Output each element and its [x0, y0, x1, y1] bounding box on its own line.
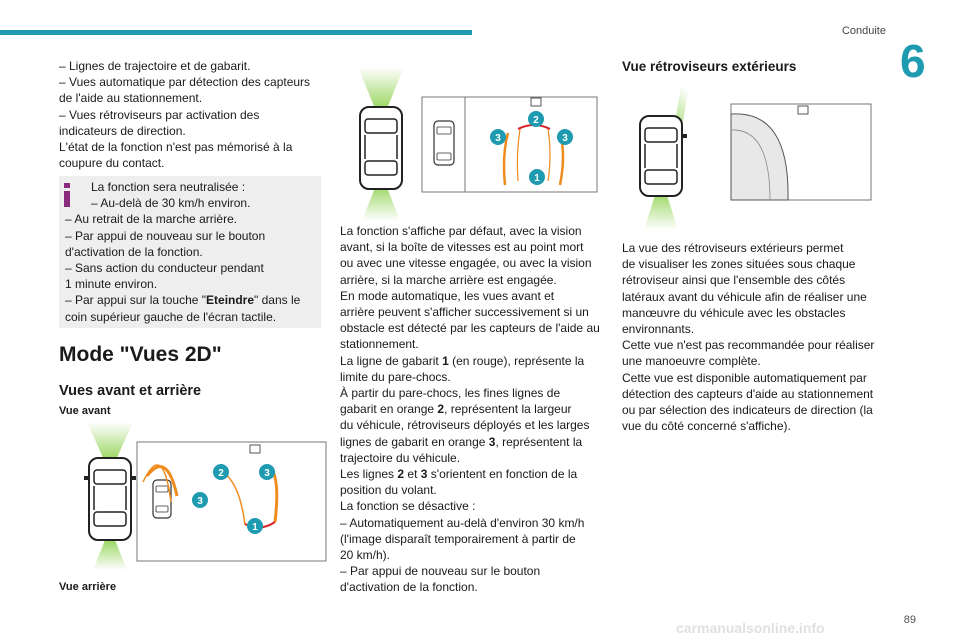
- mirror-view-diagram: [620, 80, 878, 230]
- text-line: [340, 401, 606, 417]
- eteindre-key: Eteindre: [206, 293, 255, 308]
- camera-marker-icon: [250, 445, 260, 453]
- text-line: de visualiser les zones situées sous chaque: [622, 257, 856, 272]
- rear-view-diagram: [340, 65, 602, 223]
- text-line: d'activation de la fonction.: [340, 580, 478, 595]
- car-top-icon: [640, 116, 687, 196]
- camera-marker-icon: [798, 106, 808, 114]
- text-line: trajectoire du véhicule.: [340, 450, 461, 465]
- info-line: – Par appui de nouveau sur le bouton: [65, 228, 266, 243]
- text-line: À partir du pare-chocs, les fines lignes de: [340, 386, 561, 401]
- watermark: carmanualsonline.info: [676, 620, 825, 636]
- callout-1-label: 1: [534, 173, 540, 184]
- text-line: – Vues automatique par détection des capteurs: [59, 75, 311, 90]
- text-line: – Automatiquement au-delà d'environ 30 km/h: [340, 515, 585, 530]
- heading-mirror-view: Vue rétroviseurs extérieurs: [622, 59, 797, 74]
- callout-3b-label: 3: [197, 496, 203, 507]
- heading-mode-2d: Mode "Vues 2D": [59, 343, 222, 366]
- text-line: limite du pare-chocs.: [340, 369, 451, 384]
- callout-2-label: 2: [533, 115, 539, 126]
- mini-car-icon: [434, 121, 454, 165]
- text-span: gabarit en orange: [340, 402, 438, 417]
- front-camera-zone: [358, 67, 404, 111]
- text-line: ou par sélection des indicateurs de direction (la: [622, 403, 873, 418]
- text-line: stationnement.: [340, 337, 419, 352]
- text-line: Cette vue est disponible automatiquement par: [622, 370, 867, 385]
- text-line: La fonction se désactive :: [340, 499, 476, 514]
- info-line: coin supérieur gauche de l'écran tactile.: [65, 309, 277, 324]
- text-line: Cette vue n'est pas recommandée pour réaliser: [622, 338, 875, 353]
- section-label: Conduite: [841, 25, 886, 37]
- text-line: – Par appui de nouveau sur le bouton: [340, 564, 541, 579]
- text-line: environnants.: [622, 322, 695, 337]
- text-line: [340, 353, 606, 369]
- text-line: La fonction s'affiche par défaut, avec la vision: [340, 224, 582, 238]
- text-line: détection des capteurs d'aide au stationnement: [622, 386, 874, 401]
- text-line: position du volant.: [340, 483, 437, 498]
- rear-camera-zone: [93, 540, 127, 570]
- text-line: indicateurs de direction.: [59, 123, 186, 138]
- text-line: avant, si la boîte de vitesses est au point mort: [340, 240, 584, 255]
- text-line: – Lignes de trajectoire et de gabarit.: [59, 59, 251, 73]
- text-span: , représentent la: [495, 434, 583, 449]
- info-line: [65, 292, 315, 308]
- info-text: " dans le: [254, 293, 301, 308]
- callout-3b-label: 3: [562, 133, 568, 144]
- camera-marker-icon: [531, 98, 541, 106]
- text-span: , représentent la largeur: [444, 402, 572, 417]
- text-line: obstacle est détecté par les capteurs de l'aide au: [340, 321, 600, 336]
- text-line: La vue des rétroviseurs extérieurs permet: [622, 241, 844, 255]
- function-description: [340, 223, 606, 596]
- info-line: La fonction sera neutralisée :: [91, 180, 246, 194]
- ref-number: 2: [437, 402, 445, 417]
- text-line: (l'image disparaît temporairement à partir de: [340, 531, 576, 546]
- text-line: L'état de la fonction n'est pas mémorisé à la: [59, 140, 293, 155]
- callout-3-label: 3: [495, 133, 501, 144]
- text-line: 20 km/h).: [340, 548, 391, 563]
- text-line: coupure du contact.: [59, 156, 165, 171]
- top-accent-bar: [0, 30, 472, 35]
- info-text: – Par appui sur la touche ": [65, 293, 207, 308]
- text-span: et: [404, 467, 421, 482]
- text-span: s'orientent en fonction de la: [427, 467, 578, 482]
- callout-3-label: 3: [264, 468, 270, 479]
- info-line: – Sans action du conducteur pendant: [65, 261, 264, 276]
- chapter-number: 6: [900, 35, 926, 87]
- text-span: La ligne de gabarit: [340, 353, 443, 368]
- mirror-view-description: [622, 240, 878, 434]
- car-top-icon: [360, 107, 402, 189]
- info-line: 1 minute environ.: [65, 277, 158, 292]
- front-view-diagram: [75, 420, 335, 570]
- text-span: (en rouge), représente la: [448, 353, 585, 368]
- callout-2-label: 2: [218, 468, 224, 479]
- text-line: de l'aide au stationnement.: [59, 91, 203, 106]
- text-line: arrière, si la marche arrière est engagée.: [340, 272, 557, 287]
- text-line: latéraux avant du véhicule afin de réaliser une: [622, 289, 867, 304]
- text-line: vue du côté concerné s'affiche).: [622, 419, 791, 434]
- label-front-view: Vue avant: [59, 405, 111, 417]
- intro-text: [59, 58, 321, 171]
- text-span: lignes de gabarit en orange: [340, 434, 489, 449]
- text-line: une manoeuvre complète.: [622, 354, 761, 369]
- front-camera-zone: [87, 422, 133, 462]
- heading-front-rear: Vues avant et arrière: [59, 383, 202, 399]
- info-line: – Au-delà de 30 km/h environ.: [91, 196, 251, 211]
- label-rear-view: Vue arrière: [59, 581, 117, 593]
- callout-1-label: 1: [252, 522, 258, 533]
- text-line: En mode automatique, les vues avant et: [340, 288, 555, 303]
- ref-number: 1: [442, 353, 449, 368]
- text-line: [340, 434, 606, 450]
- text-line: manœuvre du véhicule avec les obstacles: [622, 305, 846, 320]
- text-line: – Vues rétroviseurs par activation des: [59, 107, 260, 122]
- car-top-icon: [84, 458, 136, 540]
- ref-number: 3: [420, 467, 428, 482]
- info-icon: [61, 183, 73, 207]
- text-line: du véhicule, rétroviseurs déployés et les larges: [340, 418, 590, 433]
- ref-number: 2: [397, 467, 405, 482]
- ref-number: 3: [488, 434, 496, 449]
- text-line: rétroviseur ainsi que l'ensemble des côtés: [622, 273, 846, 288]
- info-line: d'activation de la fonction.: [65, 244, 203, 259]
- text-line: ou avec une vitesse engagée, ou avec la vision: [340, 256, 592, 271]
- rear-camera-zone: [362, 185, 400, 221]
- text-span: Les lignes: [340, 467, 398, 482]
- page-number: 89: [903, 614, 916, 626]
- text-line: arrière peuvent s'afficher successivement si un: [340, 305, 589, 320]
- text-line: [340, 466, 606, 482]
- rear-camera-zone: [644, 192, 678, 230]
- info-box: [59, 176, 321, 328]
- info-line: – Au retrait de la marche arrière.: [65, 212, 238, 227]
